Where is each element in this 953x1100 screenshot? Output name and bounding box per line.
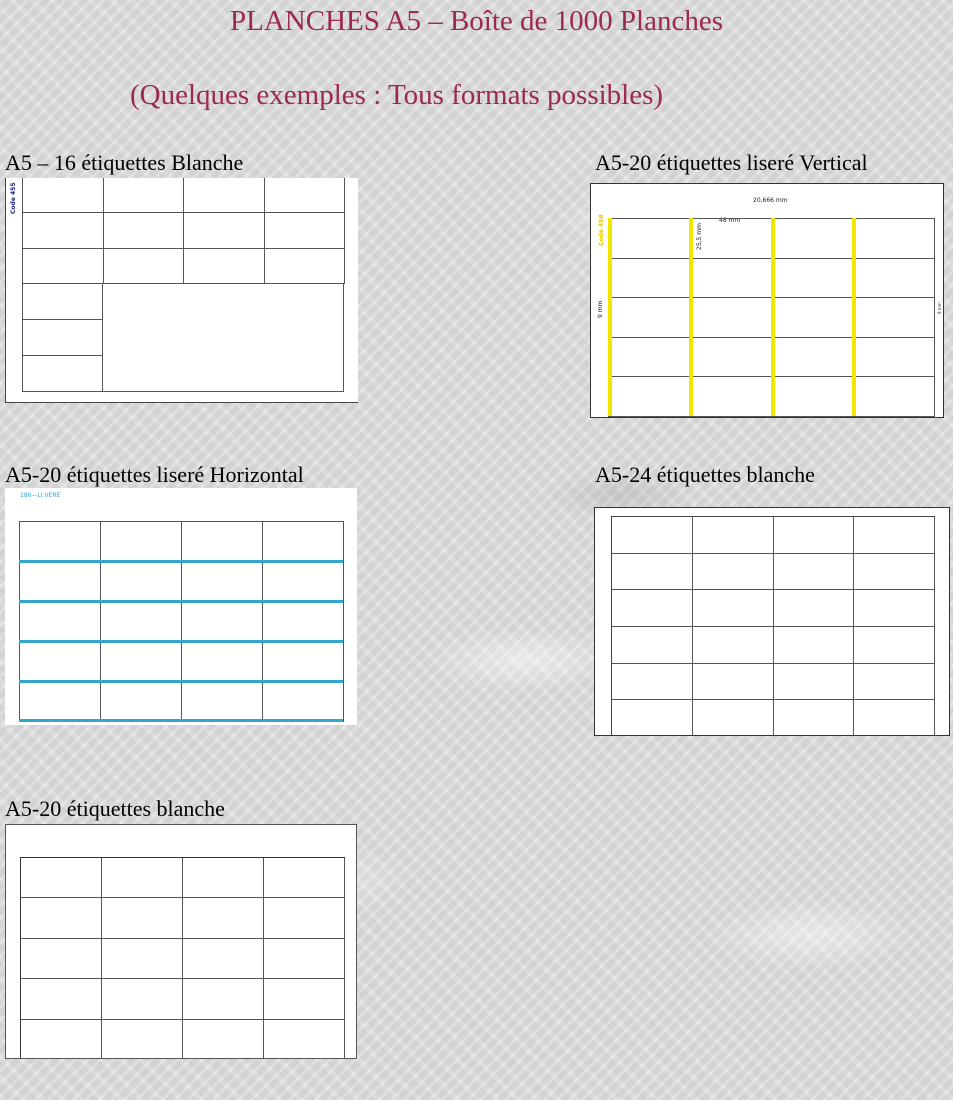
dimension-margin-right: 9 mm	[937, 302, 942, 314]
label-cell	[263, 562, 344, 602]
label-cell	[691, 338, 773, 378]
label-cell	[21, 1020, 102, 1059]
horizontal-stripe	[19, 560, 343, 563]
label-cell	[693, 664, 774, 701]
sheet-16-blanche-caption: A5 – 16 étiquettes Blanche	[5, 150, 244, 175]
label-cell	[264, 939, 345, 979]
label-cell	[23, 284, 103, 320]
label-cell	[772, 259, 854, 299]
label-cell	[264, 898, 345, 938]
label-grid	[19, 521, 344, 722]
horizontal-stripe	[19, 600, 343, 603]
label-cell	[21, 858, 102, 898]
label-cell	[612, 517, 693, 554]
sheet-24-blanche-caption: A5-24 étiquettes blanche	[595, 462, 815, 487]
sheet-20-liseré-vertical	[590, 183, 944, 418]
dimension-label-width: 48 mm	[719, 217, 741, 224]
vertical-stripe	[608, 218, 612, 416]
label-cell	[265, 178, 346, 213]
sheet-20-vertical-caption: A5-20 étiquettes liseré Vertical	[595, 150, 868, 175]
label-cell	[691, 219, 773, 259]
label-cell	[102, 979, 183, 1019]
label-cell	[182, 522, 263, 562]
label-cell	[21, 939, 102, 979]
label-cell	[184, 213, 265, 248]
label-cell	[693, 554, 774, 591]
label-cell	[264, 1020, 345, 1059]
label-cell	[265, 213, 346, 248]
label-cell	[104, 213, 185, 248]
label-cell	[772, 338, 854, 378]
vertical-stripe	[852, 218, 856, 416]
label-cell	[774, 627, 855, 664]
label-cell	[182, 682, 263, 722]
label-cell	[693, 590, 774, 627]
label-cell	[263, 522, 344, 562]
label-cell	[693, 700, 774, 736]
label-cell	[20, 642, 101, 682]
label-cell	[854, 517, 935, 554]
label-cell	[101, 562, 182, 602]
label-cell	[691, 377, 773, 417]
label-cell	[772, 377, 854, 417]
label-cell	[101, 642, 182, 682]
label-cell	[182, 562, 263, 602]
label-cell	[183, 979, 264, 1019]
label-cell	[609, 259, 691, 299]
label-cell	[693, 517, 774, 554]
label-cell	[263, 642, 344, 682]
label-cell	[612, 590, 693, 627]
label-cell	[854, 377, 936, 417]
label-cell	[102, 898, 183, 938]
page-title: PLANCHES A5 – Boîte de 1000 Planches	[230, 5, 723, 37]
label-cell	[854, 664, 935, 701]
label-cell	[854, 259, 936, 299]
label-cell	[264, 979, 345, 1019]
sheet-20-horizontal-caption: A5-20 étiquettes liseré Horizontal	[5, 462, 304, 487]
label-cell	[612, 664, 693, 701]
vertical-stripe	[689, 218, 693, 416]
label-cell	[774, 554, 855, 591]
sheet-code-label: Code 458	[598, 214, 605, 246]
label-cell	[609, 219, 691, 259]
page-subtitle: (Quelques exemples : Tous formats possibles)	[130, 79, 664, 111]
label-cell	[854, 554, 935, 591]
label-cell	[854, 590, 935, 627]
dimension-width-label: 20,666 mm	[753, 197, 788, 204]
label-cell	[774, 664, 855, 701]
label-cell	[774, 517, 855, 554]
sheet-16-blanche	[5, 178, 358, 403]
label-cell	[102, 939, 183, 979]
label-cell	[691, 298, 773, 338]
label-cell	[184, 178, 265, 213]
label-cell	[104, 178, 185, 213]
label-cell	[854, 700, 935, 736]
label-cell	[693, 627, 774, 664]
label-cell	[183, 939, 264, 979]
label-cell	[101, 522, 182, 562]
label-cell	[20, 682, 101, 722]
label-cell	[609, 298, 691, 338]
label-grid-left	[22, 284, 103, 392]
label-cell	[184, 249, 265, 284]
label-cell	[263, 682, 344, 722]
horizontal-stripe	[19, 719, 343, 722]
label-cell	[102, 858, 183, 898]
label-cell	[265, 249, 346, 284]
large-label-cell	[102, 284, 344, 392]
label-cell	[854, 627, 935, 664]
label-cell	[609, 338, 691, 378]
label-cell	[101, 602, 182, 642]
sheet-code-label: Code 455	[10, 182, 17, 214]
label-cell	[854, 219, 936, 259]
label-cell	[612, 627, 693, 664]
label-cell	[23, 249, 104, 284]
label-cell	[23, 320, 103, 356]
label-cell	[23, 213, 104, 248]
dimension-label-height: 25,5 mm	[696, 223, 703, 250]
label-cell	[182, 642, 263, 682]
label-cell	[183, 898, 264, 938]
horizontal-stripe	[19, 680, 343, 683]
label-cell	[854, 338, 936, 378]
label-cell	[102, 1020, 183, 1059]
label-cell	[21, 979, 102, 1019]
label-cell	[23, 356, 103, 392]
label-cell	[182, 602, 263, 642]
sheet-20-blanche-caption: A5-20 étiquettes blanche	[5, 796, 225, 821]
sheet-code-label: 186—LI.VERE	[20, 492, 61, 499]
dimension-margin-left: 9 mm	[597, 300, 604, 318]
label-cell	[23, 178, 104, 213]
label-cell	[772, 219, 854, 259]
label-cell	[101, 682, 182, 722]
label-grid-top	[22, 178, 345, 284]
label-grid	[20, 857, 345, 1059]
label-cell	[691, 259, 773, 299]
label-cell	[772, 298, 854, 338]
label-cell	[612, 554, 693, 591]
label-grid	[611, 516, 935, 736]
vertical-stripe	[771, 218, 775, 416]
label-cell	[612, 700, 693, 736]
label-cell	[20, 522, 101, 562]
sheet-24-blanche	[594, 507, 950, 736]
sheet-20-blanche	[5, 824, 357, 1059]
sheet-20-liseré-horizontal	[5, 488, 357, 725]
label-cell	[774, 700, 855, 736]
label-cell	[183, 858, 264, 898]
label-cell	[263, 602, 344, 642]
horizontal-stripe	[19, 640, 343, 643]
label-cell	[104, 249, 185, 284]
label-cell	[774, 590, 855, 627]
label-cell	[854, 298, 936, 338]
label-cell	[20, 602, 101, 642]
label-cell	[20, 562, 101, 602]
label-cell	[183, 1020, 264, 1059]
label-cell	[21, 898, 102, 938]
label-cell	[264, 858, 345, 898]
label-cell	[609, 377, 691, 417]
